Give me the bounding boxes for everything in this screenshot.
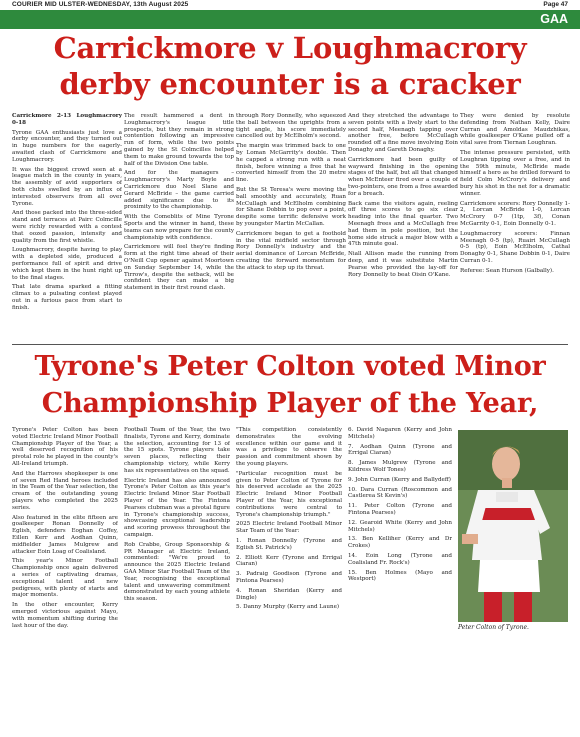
story1-column <box>236 113 346 339</box>
story2-paragraph: 7. Aodhan Quinn (Tyrone and Errigal Ciaran) <box>348 443 452 457</box>
story2-paragraph: 13. Ben Kelliher (Kerry and Dr Crokes) <box>348 536 452 550</box>
story2-paragraph: "Particular recognition must be given to Peter Colton of Tyrone for his deserved accolade as the 2025 Electric Ireland Minor Football Player of the Year, his exceptional contributions were central to Tyrone's championship triumph." <box>236 470 342 518</box>
story1-paragraph: Carrickmore began to get a foothold in the vital midfield sector through Rory Donnelly's industry and the aerial dominance of Lorcan McBride, creating the forward momentum for the attack to step up its threat. <box>236 230 346 271</box>
story1-paragraph: It was the biggest crowd seen at a league match in the county in years, the assembly of avid supporters of both clubs swelled by an influx of interested observers from all over Tyrone. <box>12 166 122 207</box>
story2-paragraph: "This competition consistently demonstrates the evolving excellence within our game and it was a privilege to observe the passion and commitment shown by the young players. <box>236 427 342 467</box>
page-number: Page 47 <box>543 1 568 8</box>
story2-paragraph: 8. James Mulgrew (Tyrone and Kildress Wolf Tones) <box>348 460 452 473</box>
photo-caption: Peter Colton of Tyrone. <box>458 624 529 631</box>
story2-paragraph: Football Team of the Year, the two finalists, Tyrone and Kerry, dominate the selection, accounting for 13 of the 15 spots. Tyrone players take seven places, reflecting their championship victory, while Kerry has six representatives on the squad. <box>124 427 230 474</box>
story2-paragraph: 15. Ben Holmes (Mayo and Westport) <box>348 569 452 583</box>
story1-column <box>12 113 122 339</box>
story1-paragraph: And those packed into the three-sided stand and terraces at Pairc Colmcille were richly rewarded with a contest that oozed passion, intensity and quality from the first whistle. <box>12 210 122 244</box>
story2-column <box>348 427 452 727</box>
story1-paragraph: Carrickmore scorers: Rory Donnelly 1-2, Lorcan McBride 1-0, Lorcan McCrory 0-7 (1tp, 3f), Conan McGarrity 0-1, Eoin Donnelly 0-1. <box>460 200 570 227</box>
paper-dateline: COURIER MID ULSTER-WEDNESDAY, 13th August 2025 <box>12 1 189 8</box>
story1-paragraph: through Rory Donnelly, who squeezed the ball between the uprights from a tight angle, his score immediately cancelled out by McElholm's second. <box>236 113 346 140</box>
story2-column <box>124 427 230 727</box>
story2-paragraph: Rob Crabbe, Group Sponsorship & PR Manager at Electric Ireland, commented: "We're proud to announce the 2025 Electric Ireland GAA Minor Star Football Team of the Year, recognising the exceptional talent and unwavering commitment demonstrated by each young athlete this season. <box>124 541 230 603</box>
story1-paragraph: Carrickmore had been guilty of wayward finishing in the opening stages of the half, but all that changed when McEnteer fired over a couple of two-pointers, one from a free awarded for a breach. <box>348 156 458 197</box>
story1-paragraph: Tyrone GAA enthusiasts just love a derby encounter, and they turned out in huge numbers for the eagerly-awaited clash of Carrickmore and Loughmacrory. <box>12 129 122 163</box>
story2-paragraph: 2025 Electric Ireland Football Minor Star Team of the Year: <box>236 521 342 535</box>
story2-column <box>12 427 118 727</box>
story2-column <box>236 427 342 727</box>
story1-paragraph: Referee: Sean Hurson (Galbally). <box>460 267 554 274</box>
story2-paragraph: This year's Minor Football Championship once again delivered a series of captivating dramas, exceptional talent and new pedigrees, with plenty of starts and major moments. <box>12 558 118 599</box>
story2-paragraph: In the other encounter, Kerry emerged victorious against Mayo, with momentum shifting during the last hour of the day. <box>12 602 118 629</box>
story1-column <box>460 113 570 339</box>
story2-paragraph: Tyrone's Peter Colton has been voted Electric Ireland Minor Football Championship Player of the Year, a well deserved recognition of his pivotal role he played in the county's All-Ireland triumph. <box>12 427 118 467</box>
story2-paragraph: 10. Dara Curran (Roscommon and Castlerea St Kevin's) <box>348 486 452 500</box>
story2-headline: Tyrone's Peter Colton voted Minor Championship Player of the Year, <box>34 351 546 419</box>
story1-paragraph: The margin was trimmed back to one by Loman McGarrity's double. Then he capped a strong run with a neat finish, before winning a free that he converted himself from the 20 metre line. <box>236 143 346 184</box>
story1-paragraph: The intense pressure persisted, with Loughran tipping over a free, and in the 59th minute, McBride made himself a hero as he drilled forward to field Colm McCrory's delivery and bury his shot in the net for a dramatic winner. <box>460 149 570 197</box>
story1-paragraph: Carrickmore will feel they're finding form at the right time ahead of their O'Neill Cup opener against Moortown on Sunday September 14, while the Tirrow's, despite the setback, will be confident they can make a big statement in their first round clash. <box>124 244 234 292</box>
story1-paragraph: And they stretched the advantage to seven points with a lively start to the second half, Meenagh tapping over another free, before McCullagh rounded off a fine move involving Eoin Donaghy and Gareth Donaghy. <box>348 113 458 153</box>
story1-headline: Carrickmore v Loughmacrory derby encounter is a cracker <box>53 31 527 101</box>
section-tag: GAA <box>540 12 568 26</box>
section-band <box>0 10 580 29</box>
story1-paragraph: That late drama sparked a fitting climax to a pulsating contest played out in a furious pace from start to finish. <box>12 284 122 311</box>
story2-paragraph: And the Harrows shopkeeper is one of seven Red Hand heroes included in the Team of the Year selection, the cream of the outstanding young players who completed the 2025 series. <box>12 470 118 511</box>
story1-column <box>124 113 234 339</box>
story2-paragraph: Also featured in the elite fifteen are goalkeeper Ronan Donnelly of Eglish, defenders Eoghan Coffey, Eillen Kerr and Aodhan Quinn, midfielder James Mulgrew and attacker Eoin Loag of Coalisland. <box>12 514 118 555</box>
story2-paragraph: 14. Eoin Long (Tyrone and Coalisland Fr. Rock's) <box>348 552 452 566</box>
story2-paragraph: 4. Ronan Sheridan (Kerry and Dingle) <box>236 587 342 601</box>
story1-paragraph: But the St Teresa's were moving the ball smoothly and accurately, Ruan McCullagh and McElholm combining for Shane Dobbin to pop over a point, despite some terrific defensive work by youngster Martin McCallan. <box>236 186 346 227</box>
story2-paragraph: Electric Ireland has also announced Tyrone's Peter Colton as this year's Electric Ireland Minor Star Football Player of the Year. The Fintona Pearses clubman was a pivotal figure in Tyrone's championship success, showcasing exceptional leadership and scoring prowess throughout the campaign. <box>124 477 230 538</box>
story2-paragraph: 1. Ronan Donnelly (Tyrone and Eglish St. Patrick's) <box>236 537 342 551</box>
story2-paragraph: 6. David Nagaren (Kerry and John Mitchels) <box>348 427 452 440</box>
story1-paragraph: The result hammered a dent in Loughmacrory's league title prospects, but they remain in strong contention following an impressive run of form, while the two points gained by the St Colmcilles helped them to make ground towards the top half of the Division One table. <box>124 113 234 167</box>
story1-paragraph: Niall Allison made the running from deep, and it was substitute Martin Pearse who provided the lay-off for Rory Donnelly to beat Oisin O'Kane. <box>348 251 458 278</box>
story1-paragraph: And for the managers – Loughmacrory's Marty Boyle and Carrickmore duo Noel Slane and Gerard McBride – the game carried added significance due to its proximity to the championship. <box>124 170 234 211</box>
player-photo-illustration <box>458 430 568 622</box>
story1-paragraph: Back came the visitors again, reeling off three scores to go six clear heading into the final quarter. Two Meenagh frees and a McCullagh free had them in pole position, but the home side struck a major blow with a 47th minute goal. <box>348 200 458 248</box>
story1-paragraph: They were denied by resolute defending from Nathan Kelly, Daire Curran and Amoldas Maudzhikas, while goalkeeper O'Kane pulled off a vital save from Tiernan Loughran. <box>460 113 570 147</box>
story1-paragraph: Carrickmore 2-13 Loughmacrory 0-18 <box>12 113 122 126</box>
section-divider <box>12 344 568 345</box>
story1-column <box>348 113 458 339</box>
story2-paragraph: 2. Elliott Kerr (Tyrone and Errigal Ciaran) <box>236 554 342 568</box>
masthead-bar <box>0 0 580 9</box>
story1-paragraph: Loughmacrory, despite having to play with a depleted side, produced a performance full of spirit and drive which kept them in the hunt right up to the final stages. <box>12 247 122 281</box>
story1-paragraph: With the Comeblits of Mine Tyrone Sports and the winner in hand, these teams can now prepare for the county championship with confidence. <box>124 214 234 241</box>
story2-paragraph: 11. Peter Colton (Tyrone and Fintona Pearses) <box>348 503 452 516</box>
story2-paragraph: 12. Gearoid White (Kerry and John Mitchels) <box>348 519 452 533</box>
player-photo <box>458 430 568 622</box>
story2-paragraph: 5. Danny Murphy (Kerry and Laune) <box>236 604 340 611</box>
story1-paragraph: Loughmacrory scorers: Finnan Meenagh 0-5 (tp), Ruairi McCullagh 0-5 (tp), Eoin McElholm, Cathal Donaghy 0-1, Shane Dobbin 0-1, Daire Curran 0-1. <box>460 230 570 264</box>
story2-paragraph: 3. Padraig Goodison (Tyrone and Fintona Pearses) <box>236 571 342 584</box>
story2-paragraph: 9. John Curran (Kerry and Ballydeff) <box>348 476 451 483</box>
